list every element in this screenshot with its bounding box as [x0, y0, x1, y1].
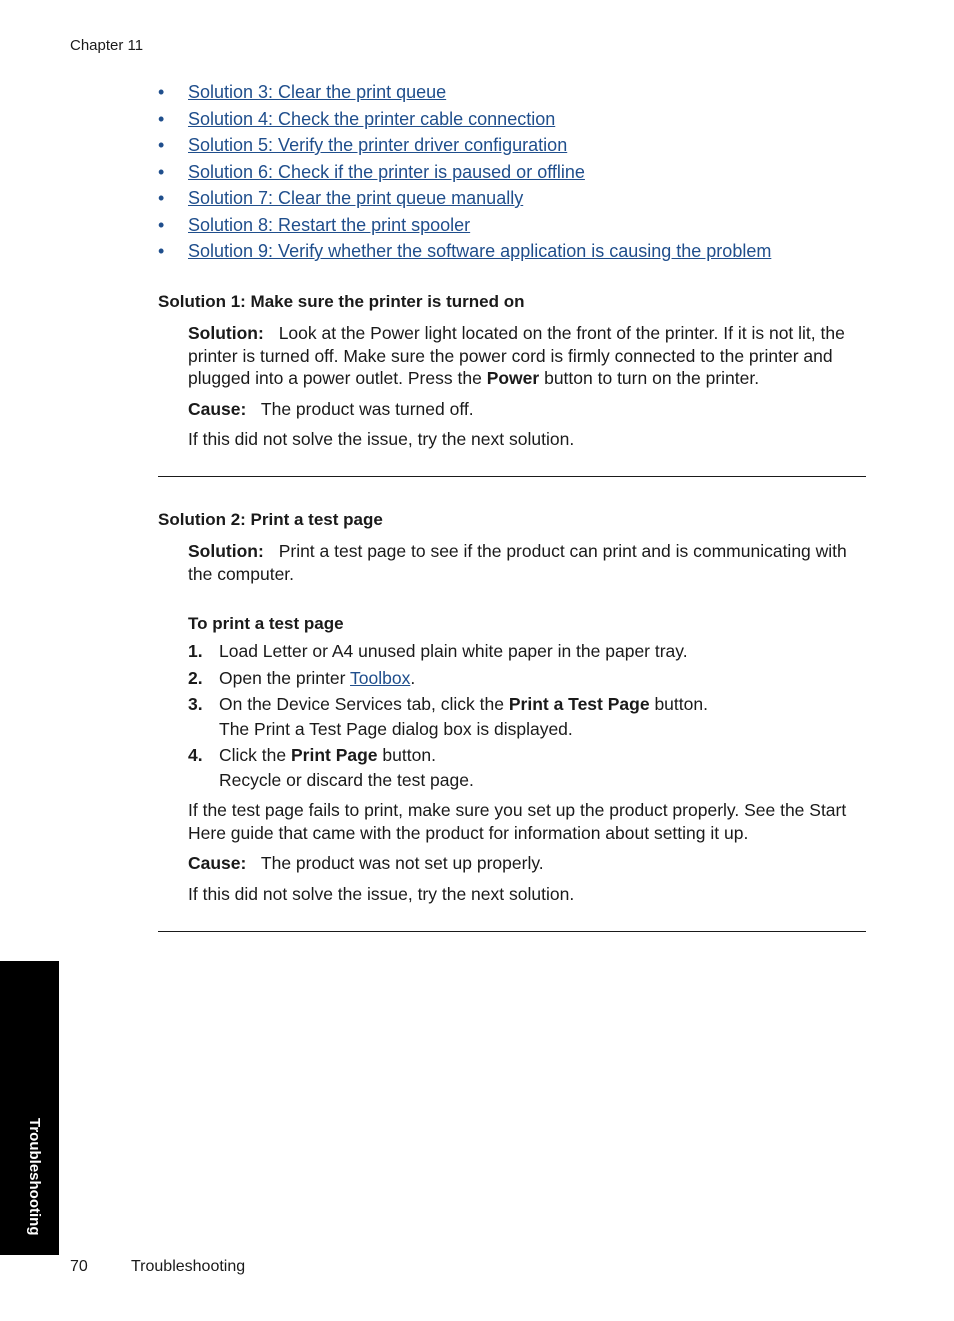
step-3: 3. On the Device Services tab, click the Print a Test Page button. [188, 694, 708, 714]
step-4: 4. Click the Print Page button. [188, 745, 436, 765]
chapter-label: Chapter 11 [70, 37, 144, 54]
list-item: • Solution 5: Verify the printer driver configuration [158, 135, 568, 155]
link-solution-5[interactable]: Solution 5: Verify the printer driver configuration [188, 135, 568, 155]
solution-2-heading: Solution 2: Print a test page [158, 510, 383, 529]
list-item: • Solution 8: Restart the print spooler [158, 214, 471, 235]
solution-link-list [158, 81, 771, 267]
cause-label: Cause: [188, 853, 247, 873]
step-3-result: The Print a Test Page dialog box is displayed. [219, 719, 573, 739]
toolbox-link[interactable]: Toolbox [350, 668, 411, 688]
procedure-heading: To print a test page [188, 614, 344, 633]
solution-1-cause: Cause: The product was turned off. [188, 399, 474, 419]
step-1: 1. Load Letter or A4 unused plain white paper in the paper tray. [188, 641, 688, 661]
link-solution-3[interactable]: Solution 3: Clear the print queue [188, 82, 447, 102]
solution-2-paragraph: Solution: Print a test page to see if the product can print and is communicating with the computer. [188, 541, 847, 584]
solution-label: Solution: [188, 541, 264, 561]
link-solution-7[interactable]: Solution 7: Clear the print queue manually [188, 188, 524, 208]
solution-1-next: If this did not solve the issue, try the next solution. [188, 429, 575, 449]
list-item: • Solution 9: Verify whether the software application is causing the problem [158, 241, 772, 261]
print-test-page-term: Print a Test Page [508, 694, 650, 714]
link-solution-8[interactable]: Solution 8: Restart the print spooler [188, 214, 471, 235]
list-item: • Solution 3: Clear the print queue [158, 82, 447, 102]
section-divider [158, 931, 866, 932]
print-page-term: Print Page [290, 745, 378, 765]
power-term: Power [486, 368, 540, 388]
test-fail-paragraph: If the test page fails to print, make sure you set up the product properly. See the Start Here guide that came with the product for information about setting it up. [188, 800, 847, 843]
list-item: • Solution 4: Check the printer cable connection [158, 108, 556, 129]
step-4-result: Recycle or discard the test page. [219, 770, 474, 790]
list-item: • Solution 6: Check if the printer is paused or offline [158, 161, 585, 182]
solution-label: Solution: [188, 323, 264, 343]
solution-2-cause: Cause: The product was not set up properly. [188, 853, 544, 873]
footer-title: Troubleshooting [131, 1258, 246, 1275]
solution-1-heading: Solution 1: Make sure the printer is turned on [158, 292, 525, 311]
list-item: • Solution 7: Clear the print queue manually [158, 188, 524, 208]
link-solution-9[interactable]: Solution 9: Verify whether the software application is causing the problem [188, 241, 772, 261]
solution-2-next: If this did not solve the issue, try the next solution. [188, 884, 575, 904]
cause-label: Cause: [188, 399, 247, 419]
page-number: 70 [70, 1258, 88, 1275]
side-tab-label: Troubleshooting [26, 1118, 43, 1236]
link-solution-6[interactable]: Solution 6: Check if the printer is paused or offline [188, 161, 585, 182]
section-divider [158, 476, 866, 477]
link-solution-4[interactable]: Solution 4: Check the printer cable connection [188, 108, 556, 129]
solution-1-paragraph: Solution: Look at the Power light located on the front of the printer. If it is not lit, the printer is turned off. Make sure the power cord is firmly connected to the printer and plugged into a power outlet. Press the Power button to turn on the printer. [188, 323, 845, 388]
step-2: 2. Open the printer Toolbox. [188, 668, 416, 688]
